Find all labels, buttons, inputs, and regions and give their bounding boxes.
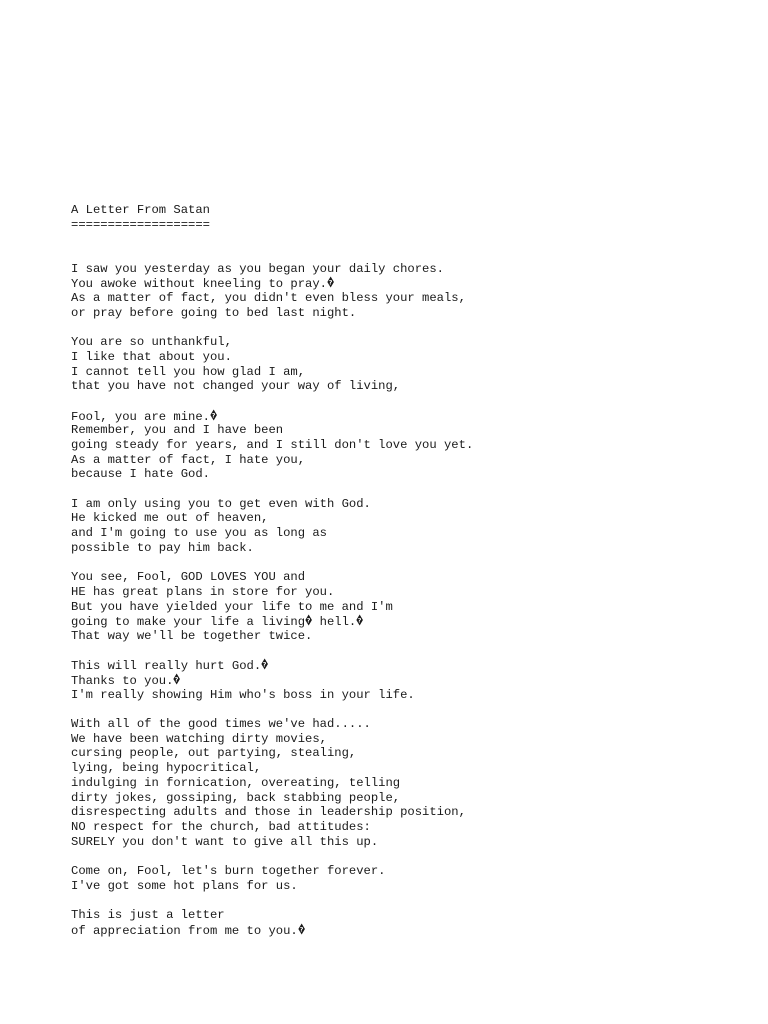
text-line: I'm really showing Him who's boss in your life.: [71, 687, 415, 702]
text-line: indulging in fornication, overeating, telling: [71, 775, 401, 790]
replacement-character-icon: [173, 673, 180, 685]
text-line: possible to pay him back.: [71, 540, 254, 555]
text-line: This will really hurt God. ?: [71, 659, 267, 674]
document-title: A Letter From Satan: [71, 203, 210, 217]
svg-text:?: ?: [299, 925, 304, 934]
text-line: He kicked me out of heaven,: [71, 511, 269, 526]
blank-line: [71, 232, 751, 247]
text-line: Fool, you are mine. ?: [71, 409, 216, 424]
title-underline: ===================: [71, 217, 210, 232]
stanza: [71, 717, 751, 849]
svg-text:?: ?: [358, 616, 362, 625]
stanza: [71, 262, 751, 321]
replacement-character-icon: [210, 409, 217, 421]
text-line: or pray before going to bed last night.: [71, 305, 357, 320]
svg-text:?: ?: [211, 411, 216, 420]
blank-line: [71, 482, 751, 497]
svg-text:?: ?: [306, 616, 311, 625]
text-line: that you have not changed your way of living,: [71, 379, 401, 394]
replacement-character-icon: [261, 658, 268, 670]
text-line: Come on, Fool, let's burn together forever.: [71, 863, 386, 878]
text-line: going to make your life a living ? hell. ?: [71, 615, 362, 630]
svg-text:?: ?: [175, 675, 179, 684]
text-line: I saw you yesterday as you began your daily chores.: [71, 261, 444, 276]
text-line: dirty jokes, gossiping, back stabbing people,: [71, 790, 401, 805]
text-line: I've got some hot plans for us.: [71, 878, 298, 893]
text-line: disrespecting adults and those in leadership position,: [71, 805, 466, 820]
blank-line: [71, 893, 751, 908]
text-line: NO respect for the church, bad attitudes:: [71, 819, 371, 834]
replacement-character-icon: [298, 923, 305, 935]
svg-text:?: ?: [328, 278, 333, 287]
text-line: cursing people, out partying, stealing,: [71, 746, 357, 761]
text-line: As a matter of fact, I hate you,: [71, 452, 306, 467]
text-line: We have been watching dirty movies,: [71, 731, 327, 746]
text-line: lying, being hypocritical,: [71, 761, 262, 776]
blank-line: [71, 321, 751, 336]
svg-text:?: ?: [262, 660, 267, 669]
text-line: Remember, you and I have been: [71, 423, 284, 438]
text-line: But you have yielded your life to me and I'm: [71, 599, 393, 614]
text-line: I like that about you.: [71, 349, 232, 364]
blank-line: [71, 556, 751, 571]
stanza: [71, 864, 751, 893]
text-line: Thanks to you. ?: [71, 674, 179, 688]
stanza: [71, 409, 751, 482]
blank-line: [71, 247, 751, 262]
blank-line: [71, 702, 751, 717]
stanza: [71, 335, 751, 394]
stanza: [71, 497, 751, 556]
text-line: of appreciation from me to you. ?: [71, 923, 304, 938]
letter-document: [71, 203, 751, 937]
replacement-character-icon: [356, 614, 363, 626]
text-line: going steady for years, and I still don't love you yet.: [71, 438, 474, 452]
text-line: With all of the good times we've had.....: [71, 717, 371, 732]
text-line: That way we'll be together twice.: [71, 628, 313, 643]
text-line: I am only using you to get even with God.: [71, 496, 371, 511]
blank-line: [71, 849, 751, 864]
text-line: because I hate God.: [71, 467, 210, 482]
text-line: SURELY you don't want to give all this up.: [71, 834, 379, 849]
stanza: [71, 570, 751, 643]
text-line: HE has great plans in store for you.: [71, 584, 335, 599]
text-line: This is just a letter: [71, 908, 225, 922]
text-line: I cannot tell you how glad I am,: [71, 364, 306, 379]
text-line: You awoke without kneeling to pray. ?: [71, 277, 333, 292]
replacement-character-icon: [327, 276, 334, 288]
stanza: [71, 908, 751, 937]
blank-line: [71, 644, 751, 659]
stanza: [71, 658, 751, 702]
text-line: As a matter of fact, you didn't even bless your meals,: [71, 291, 466, 306]
blank-line: [71, 394, 751, 409]
text-line: You are so unthankful,: [71, 335, 232, 350]
text-line: and I'm going to use you as long as: [71, 526, 327, 541]
text-line: You see, Fool, GOD LOVES YOU and: [71, 570, 306, 585]
